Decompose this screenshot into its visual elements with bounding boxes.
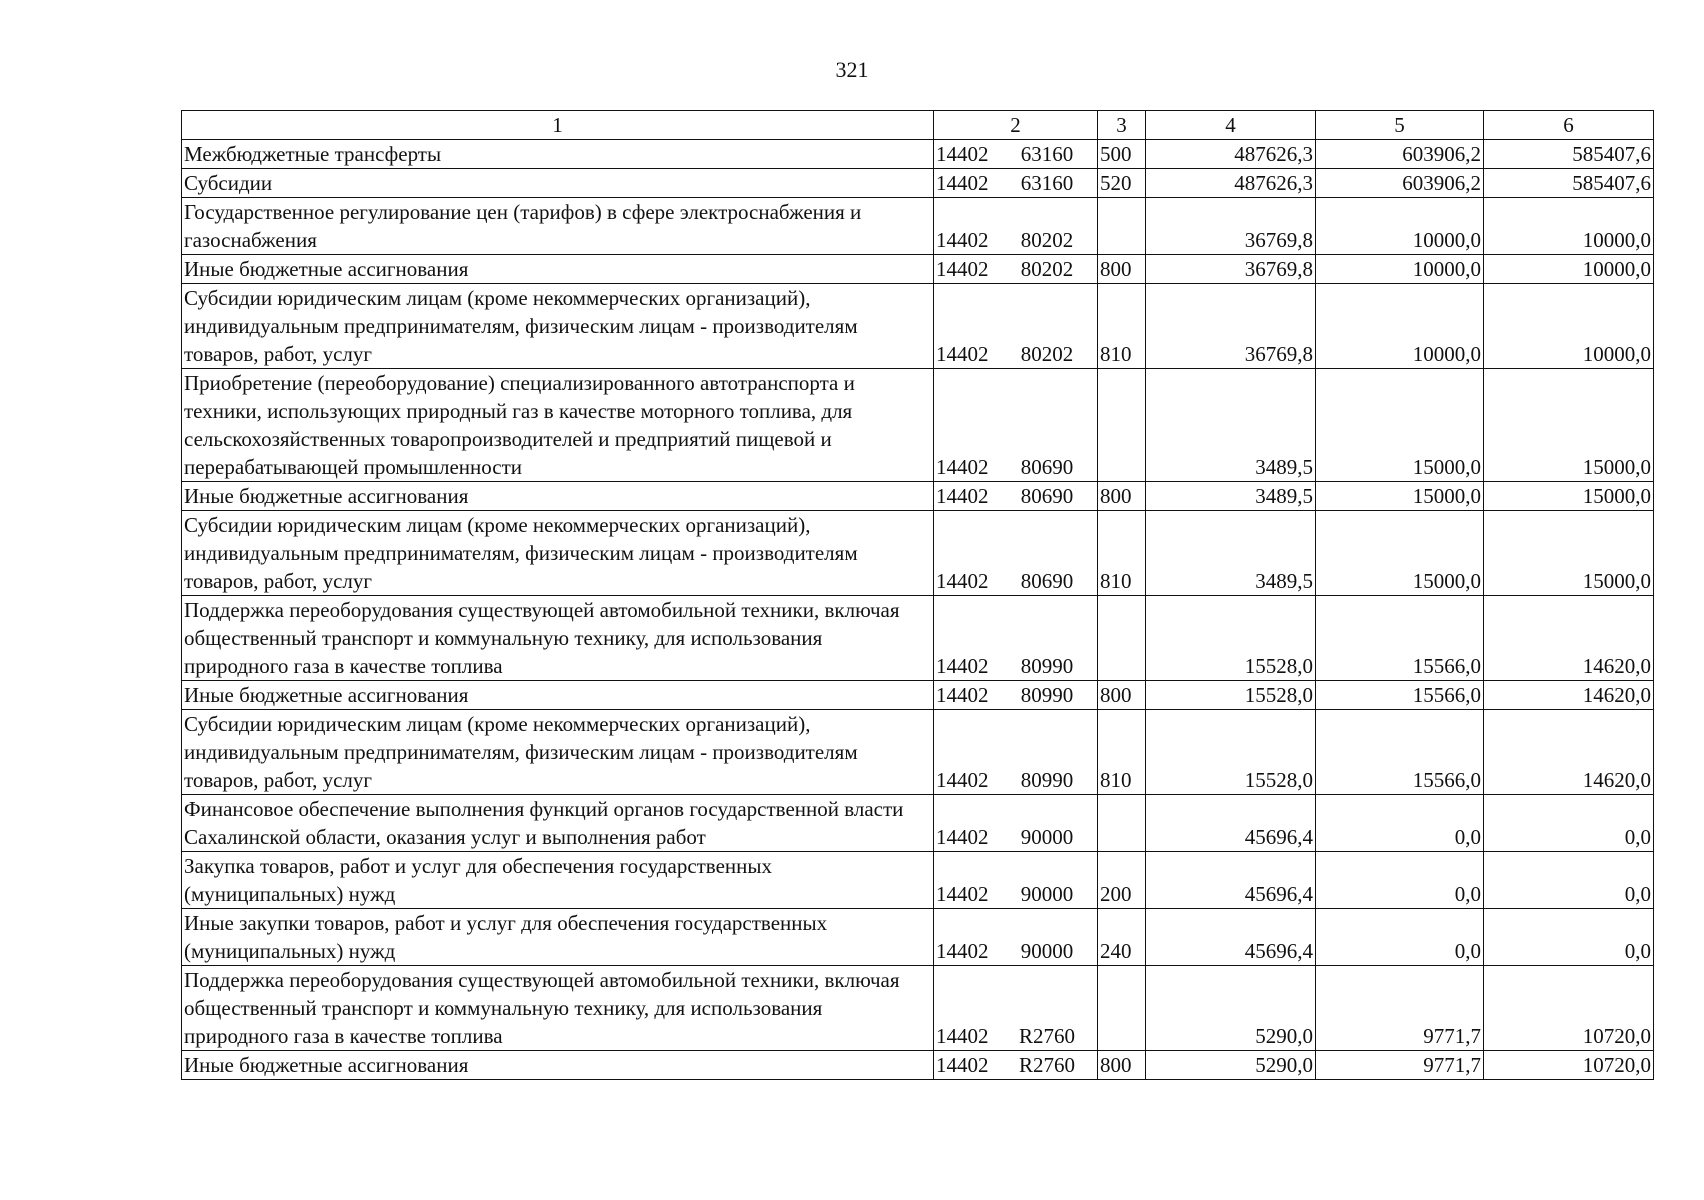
row-code-section: 14402 bbox=[936, 683, 989, 707]
table-row bbox=[182, 1051, 1654, 1080]
row-code-section: 14402 bbox=[936, 768, 989, 792]
row-code bbox=[934, 511, 1098, 596]
header-row bbox=[182, 111, 1654, 140]
row-code-section: 14402 bbox=[936, 654, 989, 678]
row-expense-kind: 800 bbox=[1098, 255, 1146, 284]
row-code-target: 80202 bbox=[1020, 342, 1074, 366]
row-value-col4: 5290,0 bbox=[1146, 966, 1316, 1051]
row-code-section: 14402 bbox=[936, 171, 989, 195]
row-value-col5: 10000,0 bbox=[1316, 255, 1484, 284]
row-value-col6: 10720,0 bbox=[1484, 966, 1654, 1051]
row-value-col5: 603906,2 bbox=[1316, 169, 1484, 198]
row-value-col6: 14620,0 bbox=[1484, 596, 1654, 681]
budget-table bbox=[181, 110, 1654, 1080]
row-code bbox=[934, 966, 1098, 1051]
row-name: Поддержка переоборудования существующей автомобильной техники, включая общественный транспорт и коммунальную технику, для использования природного газа в качестве топлива bbox=[182, 966, 934, 1051]
page-number: 321 bbox=[835, 57, 869, 82]
table-row bbox=[182, 369, 1654, 482]
row-code bbox=[934, 681, 1098, 710]
table-row bbox=[182, 596, 1654, 681]
row-code bbox=[934, 909, 1098, 966]
row-code bbox=[934, 369, 1098, 482]
row-value-col6: 15000,0 bbox=[1484, 482, 1654, 511]
row-value-col6: 0,0 bbox=[1484, 852, 1654, 909]
row-code-section: 14402 bbox=[936, 882, 989, 906]
row-expense-kind: 200 bbox=[1098, 852, 1146, 909]
row-name: Финансовое обеспечение выполнения функций органов государственной власти Сахалинской области, оказания услуг и выполнения работ bbox=[182, 795, 934, 852]
row-value-col5: 10000,0 bbox=[1316, 284, 1484, 369]
row-name: Межбюджетные трансферты bbox=[182, 140, 934, 169]
row-code-section: 14402 bbox=[936, 342, 989, 366]
row-code-section: 14402 bbox=[936, 142, 989, 166]
row-expense-kind: 800 bbox=[1098, 1051, 1146, 1080]
row-value-col5: 15000,0 bbox=[1316, 482, 1484, 511]
row-code-target: 80202 bbox=[1020, 228, 1074, 252]
table-row bbox=[182, 966, 1654, 1051]
row-name: Субсидии юридическим лицам (кроме некоммерческих организаций), индивидуальным предпринимателям, физическим лицам - производителям товаров, работ, услуг bbox=[182, 511, 934, 596]
header-col-6: 6 bbox=[1484, 111, 1654, 140]
row-value-col4: 3489,5 bbox=[1146, 369, 1316, 482]
table-row bbox=[182, 710, 1654, 795]
row-expense-kind: 810 bbox=[1098, 710, 1146, 795]
header-col-1: 1 bbox=[182, 111, 934, 140]
table-row bbox=[182, 198, 1654, 255]
table-row bbox=[182, 169, 1654, 198]
row-expense-kind: 810 bbox=[1098, 511, 1146, 596]
row-name: Приобретение (переоборудование) специализированного автотранспорта и техники, использующих природный газ в качестве моторного топлива, для сельскохозяйственных товаропроизводителей и предприятий пищевой и перерабатывающей промышленности bbox=[182, 369, 934, 482]
row-value-col6: 10720,0 bbox=[1484, 1051, 1654, 1080]
table-row bbox=[182, 852, 1654, 909]
row-value-col6: 14620,0 bbox=[1484, 710, 1654, 795]
row-value-col6: 10000,0 bbox=[1484, 255, 1654, 284]
row-value-col6: 10000,0 bbox=[1484, 284, 1654, 369]
row-value-col5: 9771,7 bbox=[1316, 966, 1484, 1051]
row-name: Иные бюджетные ассигнования bbox=[182, 1051, 934, 1080]
row-value-col4: 36769,8 bbox=[1146, 284, 1316, 369]
row-value-col6: 585407,6 bbox=[1484, 140, 1654, 169]
row-expense-kind bbox=[1098, 966, 1146, 1051]
row-value-col6: 10000,0 bbox=[1484, 198, 1654, 255]
row-value-col6: 0,0 bbox=[1484, 909, 1654, 966]
row-code-target: 90000 bbox=[1020, 939, 1074, 963]
row-code-target: 80690 bbox=[1020, 455, 1074, 479]
row-value-col4: 15528,0 bbox=[1146, 596, 1316, 681]
header-col-3: 3 bbox=[1098, 111, 1146, 140]
row-expense-kind: 800 bbox=[1098, 681, 1146, 710]
row-value-col5: 0,0 bbox=[1316, 795, 1484, 852]
row-value-col5: 15566,0 bbox=[1316, 596, 1484, 681]
row-code-target: 80990 bbox=[1020, 654, 1074, 678]
row-value-col5: 0,0 bbox=[1316, 852, 1484, 909]
row-value-col4: 15528,0 bbox=[1146, 681, 1316, 710]
row-value-col4: 36769,8 bbox=[1146, 255, 1316, 284]
row-value-col4: 487626,3 bbox=[1146, 169, 1316, 198]
row-value-col5: 15566,0 bbox=[1316, 710, 1484, 795]
row-code-section: 14402 bbox=[936, 1053, 989, 1077]
row-code bbox=[934, 169, 1098, 198]
table-row bbox=[182, 511, 1654, 596]
row-value-col4: 5290,0 bbox=[1146, 1051, 1316, 1080]
row-name: Иные бюджетные ассигнования bbox=[182, 681, 934, 710]
row-value-col4: 3489,5 bbox=[1146, 482, 1316, 511]
row-code-target: 90000 bbox=[1020, 882, 1074, 906]
row-expense-kind: 810 bbox=[1098, 284, 1146, 369]
row-expense-kind: 240 bbox=[1098, 909, 1146, 966]
row-code bbox=[934, 140, 1098, 169]
table-row bbox=[182, 255, 1654, 284]
row-code bbox=[934, 795, 1098, 852]
row-expense-kind: 520 bbox=[1098, 169, 1146, 198]
row-expense-kind: 500 bbox=[1098, 140, 1146, 169]
row-name: Иные закупки товаров, работ и услуг для обеспечения государственных (муниципальных) нужд bbox=[182, 909, 934, 966]
row-value-col6: 15000,0 bbox=[1484, 369, 1654, 482]
row-value-col4: 487626,3 bbox=[1146, 140, 1316, 169]
row-value-col6: 585407,6 bbox=[1484, 169, 1654, 198]
row-code-section: 14402 bbox=[936, 257, 989, 281]
row-name: Субсидии юридическим лицам (кроме некоммерческих организаций), индивидуальным предпринимателям, физическим лицам - производителям товаров, работ, услуг bbox=[182, 710, 934, 795]
header-col-5: 5 bbox=[1316, 111, 1484, 140]
table-row bbox=[182, 795, 1654, 852]
row-code-target: 80990 bbox=[1020, 768, 1074, 792]
row-value-col5: 9771,7 bbox=[1316, 1051, 1484, 1080]
table-row bbox=[182, 909, 1654, 966]
row-value-col6: 0,0 bbox=[1484, 795, 1654, 852]
row-code-target: 90000 bbox=[1020, 825, 1074, 849]
row-code-target: 63160 bbox=[1020, 171, 1074, 195]
row-value-col5: 0,0 bbox=[1316, 909, 1484, 966]
header-col-4: 4 bbox=[1146, 111, 1316, 140]
row-value-col4: 3489,5 bbox=[1146, 511, 1316, 596]
row-code-target: R2760 bbox=[1018, 1053, 1075, 1077]
row-code-section: 14402 bbox=[936, 569, 989, 593]
row-value-col5: 603906,2 bbox=[1316, 140, 1484, 169]
row-name: Закупка товаров, работ и услуг для обеспечения государственных (муниципальных) нужд bbox=[182, 852, 934, 909]
table-row bbox=[182, 482, 1654, 511]
row-code-section: 14402 bbox=[936, 484, 989, 508]
row-code-target: 63160 bbox=[1020, 142, 1074, 166]
row-value-col6: 15000,0 bbox=[1484, 511, 1654, 596]
row-expense-kind: 800 bbox=[1098, 482, 1146, 511]
table-row bbox=[182, 140, 1654, 169]
table-row bbox=[182, 681, 1654, 710]
row-code-target: 80990 bbox=[1020, 683, 1074, 707]
row-value-col6: 14620,0 bbox=[1484, 681, 1654, 710]
row-code bbox=[934, 284, 1098, 369]
table-body bbox=[182, 140, 1654, 1080]
row-value-col4: 15528,0 bbox=[1146, 710, 1316, 795]
row-expense-kind bbox=[1098, 369, 1146, 482]
row-code-target: 80690 bbox=[1020, 569, 1074, 593]
row-code-target: 80690 bbox=[1020, 484, 1074, 508]
row-value-col5: 15000,0 bbox=[1316, 511, 1484, 596]
row-code-section: 14402 bbox=[936, 825, 989, 849]
row-code bbox=[934, 852, 1098, 909]
table-row bbox=[182, 284, 1654, 369]
row-code bbox=[934, 596, 1098, 681]
row-name: Иные бюджетные ассигнования bbox=[182, 255, 934, 284]
row-code-target: 80202 bbox=[1020, 257, 1074, 281]
row-code bbox=[934, 198, 1098, 255]
row-code-section: 14402 bbox=[936, 455, 989, 479]
row-expense-kind bbox=[1098, 596, 1146, 681]
row-name: Субсидии юридическим лицам (кроме некоммерческих организаций), индивидуальным предпринимателям, физическим лицам - производителям товаров, работ, услуг bbox=[182, 284, 934, 369]
header-col-2: 2 bbox=[934, 111, 1098, 140]
row-code bbox=[934, 1051, 1098, 1080]
row-value-col5: 15566,0 bbox=[1316, 681, 1484, 710]
row-code-section: 14402 bbox=[936, 1024, 989, 1048]
row-code-section: 14402 bbox=[936, 228, 989, 252]
row-value-col5: 15000,0 bbox=[1316, 369, 1484, 482]
row-value-col4: 45696,4 bbox=[1146, 795, 1316, 852]
row-name: Поддержка переоборудования существующей автомобильной техники, включая общественный транспорт и коммунальную технику, для использования природного газа в качестве топлива bbox=[182, 596, 934, 681]
row-code bbox=[934, 255, 1098, 284]
row-name: Субсидии bbox=[182, 169, 934, 198]
row-expense-kind bbox=[1098, 198, 1146, 255]
row-value-col4: 45696,4 bbox=[1146, 909, 1316, 966]
row-name: Государственное регулирование цен (тарифов) в сфере электроснабжения и газоснабжения bbox=[182, 198, 934, 255]
row-code-section: 14402 bbox=[936, 939, 989, 963]
row-code bbox=[934, 710, 1098, 795]
row-expense-kind bbox=[1098, 795, 1146, 852]
row-code bbox=[934, 482, 1098, 511]
row-value-col4: 36769,8 bbox=[1146, 198, 1316, 255]
row-value-col4: 45696,4 bbox=[1146, 852, 1316, 909]
row-value-col5: 10000,0 bbox=[1316, 198, 1484, 255]
row-name: Иные бюджетные ассигнования bbox=[182, 482, 934, 511]
row-code-target: R2760 bbox=[1018, 1024, 1075, 1048]
